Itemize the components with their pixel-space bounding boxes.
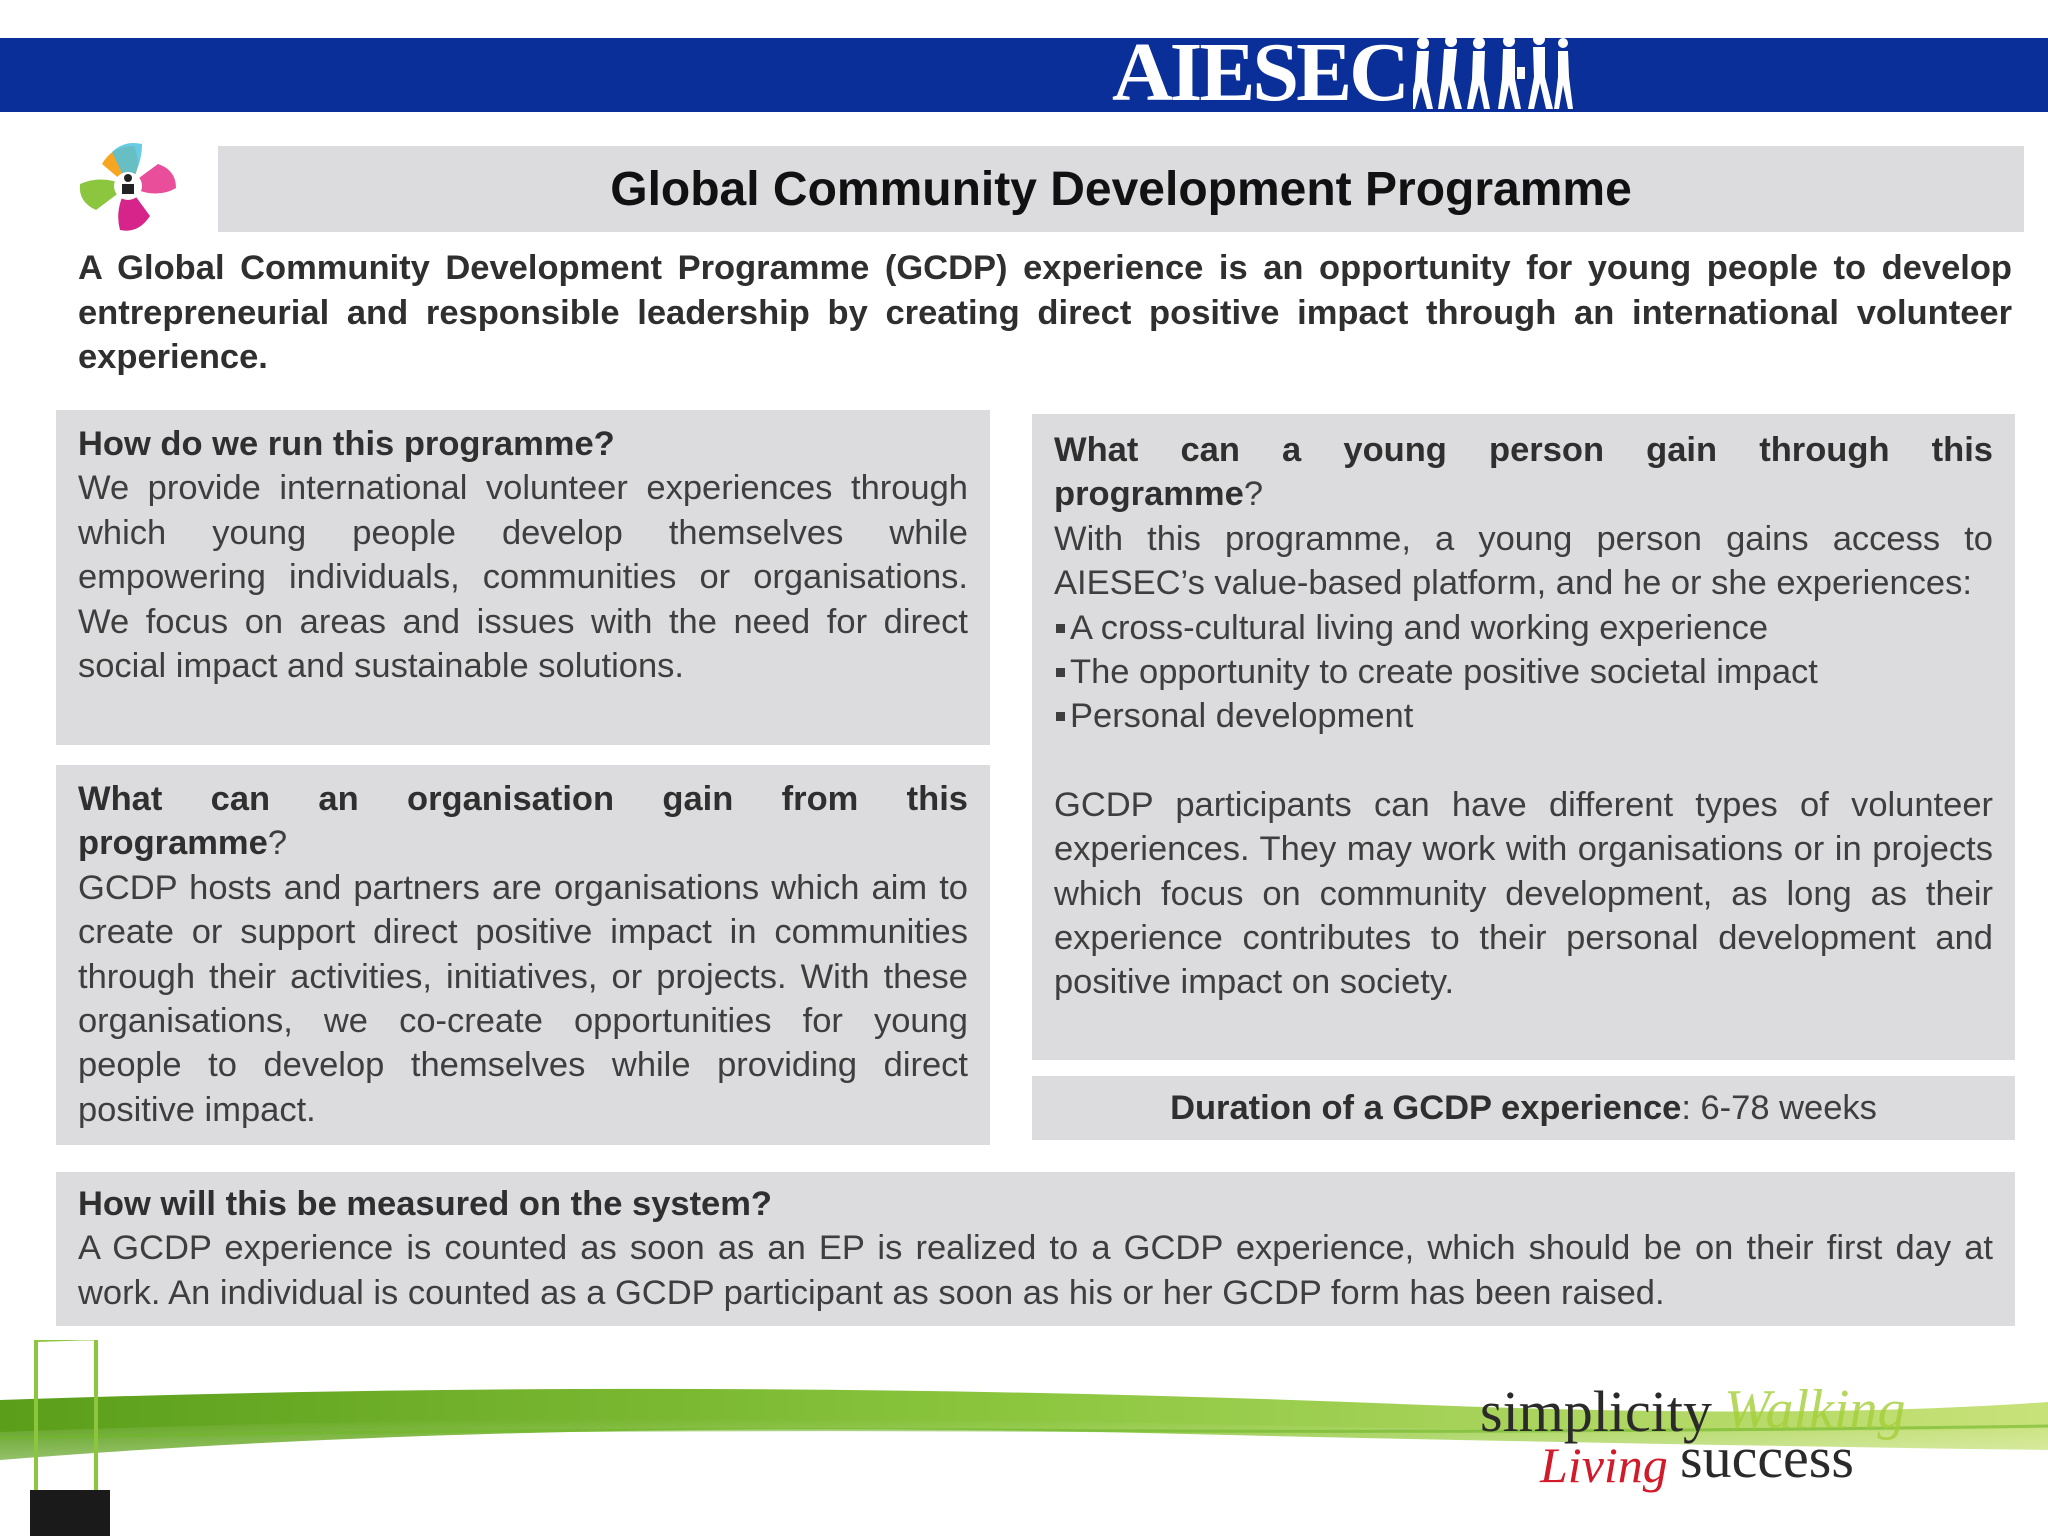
young-heading-suffix: ? xyxy=(1243,475,1263,514)
measure-body: A GCDP experience is counted as soon as an EP is realized to a GCDP experience, which should be on their first day at work. An individual is counted as a GCDP participant as soon as his or her GCDP form has been raised. xyxy=(78,1229,1993,1312)
header-bar xyxy=(0,38,2048,112)
organisation-heading-line2 xyxy=(78,821,968,865)
tagline-logo xyxy=(1480,1378,1950,1508)
run-body: We provide international volunteer experiences through which young people develop themselves while empowering individuals, communities or organisations. We focus on areas and issues with the need for direct social impact and sustainable solutions. xyxy=(78,469,968,686)
title-bar xyxy=(218,146,2024,232)
young-heading-line1: What can a young person gain through this xyxy=(1054,431,1993,469)
organisation-heading-bold: programme xyxy=(78,824,268,863)
run-heading: How do we run this programme? xyxy=(78,425,615,463)
measurement-box xyxy=(56,1172,2015,1326)
run-programme-box xyxy=(56,410,990,745)
young-body2: GCDP participants can have different types of volunteer experiences. They may work with organisations or in projects which focus on community development, as long as their experience contributes to their personal development and positive impact on society. xyxy=(1054,785,1993,1002)
young-person-gain-box xyxy=(1032,414,2015,1060)
organisation-heading-suffix: ? xyxy=(267,824,287,863)
organisation-gain-box xyxy=(56,765,990,1145)
young-intro: With this programme, a young person gains access to AIESEC’s value-based platform, and he or she experiences: xyxy=(1054,519,1993,603)
measure-heading: How will this be measured on the system? xyxy=(78,1185,772,1223)
organisation-body: GCDP hosts and partners are organisations which aim to create or support direct positive impact in communities through their activities, initiatives, or projects. With these organisations, we co-create opportunities for young people to develop themselves while providing direct positive impact. xyxy=(78,868,968,1129)
brand-name: AIESEC xyxy=(1112,26,1407,119)
duration-value: : 6-78 weeks xyxy=(1681,1088,1877,1127)
duration-box xyxy=(1032,1076,2015,1140)
aiesec-brand xyxy=(1112,28,1573,118)
spacer xyxy=(1054,739,1993,783)
tagline-success: success xyxy=(1680,1425,1854,1490)
community-flower-logo-icon xyxy=(72,138,184,238)
tagline-simplicity: simplicity xyxy=(1480,1379,1712,1444)
intro-paragraph: A Global Community Development Programme (GCDP) experience is an opportunity for young people to develop entrepreneurial and responsible leadership by creating direct positive impact through an international volunteer experience. xyxy=(78,249,2012,376)
tagline-walking: Walking xyxy=(1724,1379,1906,1441)
young-heading-line2 xyxy=(1054,472,1993,516)
list-item: A cross-cultural living and working experience xyxy=(1054,606,1993,650)
people-silhouettes-icon xyxy=(1413,33,1573,113)
young-bullet-list xyxy=(1054,606,1993,739)
list-item: The opportunity to create positive societal impact xyxy=(1054,650,1993,694)
list-item: Personal development xyxy=(1054,694,1993,738)
page-title: Global Community Development Programme xyxy=(610,162,1632,216)
duration-label: Duration of a GCDP experience xyxy=(1170,1088,1682,1127)
tagline-living: Living xyxy=(1540,1437,1668,1493)
organisation-heading-line1: What can an organisation gain from this xyxy=(78,780,968,818)
young-heading-bold: programme xyxy=(1054,475,1244,514)
